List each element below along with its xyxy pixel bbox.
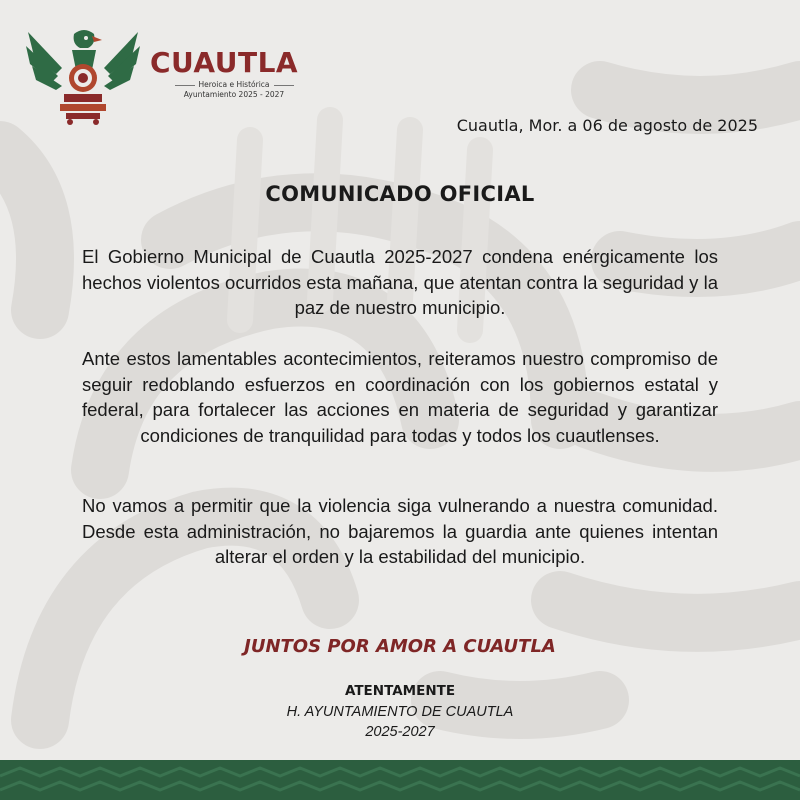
paragraph-2: Ante estos lamentables acontecimientos, reiteramos nuestro compromiso de seguir redoblando esfuerzos en coordinación con los gobiernos estatal y federal, para fortalecer las acciones en materia de seguridad y garantizar condiciones de tranquilidad para todas y todos los cuautlenses. <box>82 348 718 446</box>
brand-tagline-row <box>154 80 314 89</box>
paragraph-1: El Gobierno Municipal de Cuautla 2025-2027 condena enérgicamente los hechos violentos ocurridos esta mañana, que atentan contra la seguridad y la paz de nuestro municipio. <box>82 246 718 318</box>
brand-name: CUAUTLA <box>150 46 299 79</box>
page-title: COMUNICADO OFICIAL <box>265 182 535 206</box>
date-line: Cuautla, Mor. a 06 de agosto de 2025 <box>456 116 758 135</box>
signature-name: H. AYUNTAMIENTO DE CUAUTLA <box>286 704 514 720</box>
divider <box>175 85 195 86</box>
footer-band <box>0 760 800 800</box>
paragraph-3: No vamos a permitir que la violencia siga vulnerando a nuestra comunidad. Desde esta administración, no bajaremos la guardia ante quienes intentan alterar el orden y la estabilidad del municipio. <box>82 495 718 567</box>
signature-heading: ATENTAMENTE <box>344 683 456 699</box>
brand-tagline: Heroica e Histórica <box>198 80 270 89</box>
eagle-crest-icon <box>22 26 144 126</box>
divider <box>274 85 294 86</box>
slogan: JUNTOS POR AMOR A CUAUTLA <box>244 636 556 657</box>
signature-period: 2025-2027 <box>365 724 435 740</box>
municipal-logo <box>22 26 322 126</box>
brand-period: Ayuntamiento 2025 - 2027 <box>183 90 285 99</box>
